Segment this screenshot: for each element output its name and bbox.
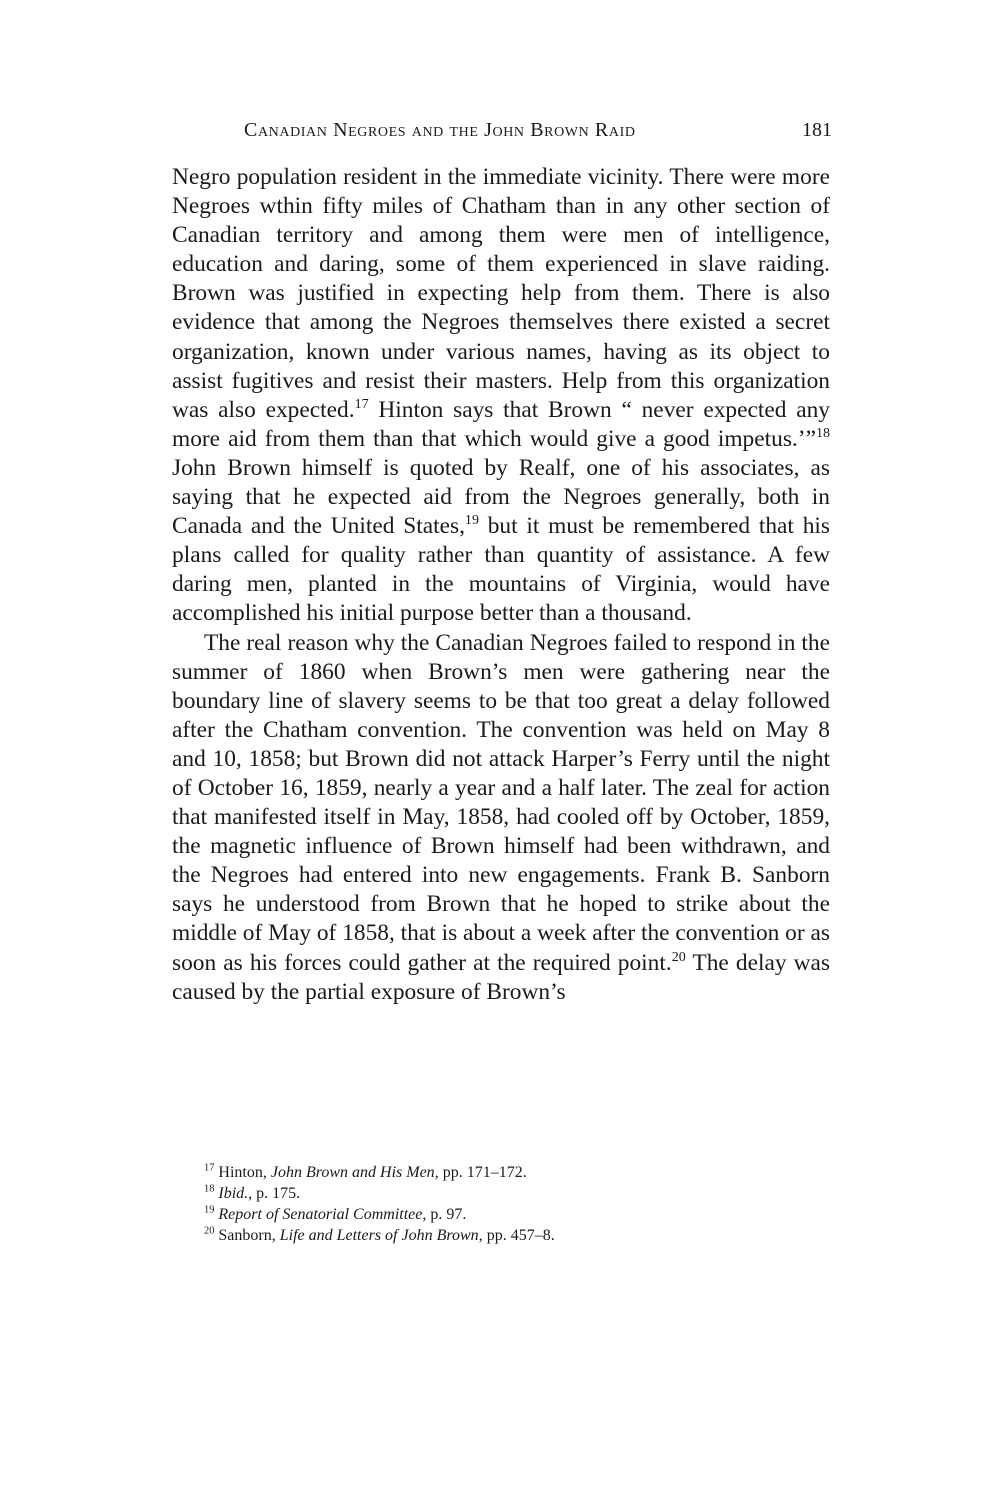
paragraph-2	[172, 629, 830, 1007]
footnote-text: , pp. 171–172.	[434, 1164, 527, 1181]
footnote-17	[172, 1162, 830, 1183]
footnote-18	[172, 1183, 830, 1204]
page-number: 181	[802, 119, 832, 141]
footnote-mark: 18	[204, 1183, 215, 1195]
footnote-title: Report of Senatorial Committee	[218, 1206, 423, 1223]
footnote-text: , p. 175.	[248, 1185, 301, 1202]
text-run: but it must be remembered that his plans called for quality rather than quantity of assistance. A few daring men, planted in the mountains of Virginia, would have accomplished his initial purpose better than a thousand.	[172, 513, 830, 627]
footnote-reference: 17	[354, 395, 369, 412]
running-title: Canadian Negroes and the John Brown Raid	[244, 119, 636, 141]
running-head	[172, 116, 832, 144]
footnote-mark: 19	[204, 1204, 215, 1216]
footnote-mark: 20	[204, 1225, 215, 1237]
footnote-text: , p. 97.	[422, 1206, 467, 1223]
footnote-text: Hinton,	[218, 1164, 271, 1181]
footnote-title: Ibid.	[218, 1185, 249, 1202]
footnote-reference: 19	[464, 512, 479, 529]
text-run: Hinton says that Brown “ never expected any more aid from them than that which would give a good impetus.’”	[172, 396, 830, 452]
text-run: The real reason why the Canadian Negroes failed to respond in the summer of 1860 when Brown’s men were gathering near the boundary line of slavery seems to be that too great a delay followed after the Chatham convention. The convention was held on May 8 and 10, 1858; but Brown did not attack Harper’s Ferry until the night of October 16, 1859, nearly a year and a half later. The zeal for action that manifested itself in May, 1858, had cooled off by October, 1859, the magnetic influence of Brown himself had been withdrawn, and the Negroes had entered into new engagements. Frank B. Sanborn says he understood from Brown that he hoped to strike about the middle of May of 1858, that is about a week after the convention or as soon as his forces could gather at the required point.	[172, 629, 830, 976]
footnote-reference: 18	[815, 425, 830, 442]
footnote-text: , pp. 457–8.	[478, 1227, 555, 1244]
paragraph-1	[172, 163, 830, 629]
text-run: Negro population resident in the immediate vicinity. There were more Negroes wthin fifty miles of Chatham than in any other section of Canadian territory and among them were men of intelligence, education and daring, some of them experienced in slave raiding. Brown was justified in expecting help from them. There is also evidence that among the Negroes themselves there existed a secret organization, known under various names, having as its object to assist fugitives and resist their masters. Help from this organization was also expected.	[172, 164, 830, 423]
footnote-19	[172, 1204, 830, 1225]
footnote-20	[172, 1225, 830, 1246]
text-run: The delay was caused by the partial exposure of Brown’s	[172, 949, 830, 1005]
footnote-title: John Brown and His Men	[270, 1164, 435, 1181]
footnote-mark: 17	[204, 1162, 215, 1174]
body-text	[172, 163, 830, 1007]
footnote-title: Life and Letters of John Brown	[279, 1227, 479, 1244]
footnotes	[172, 1162, 830, 1246]
footnote-text: Sanborn,	[218, 1227, 280, 1244]
text-run: John Brown himself is quoted by Realf, one of his associates, as saying that he expected aid from the Negroes generally, both in Canada and the United States,	[172, 454, 830, 540]
footnote-reference: 20	[671, 948, 686, 965]
